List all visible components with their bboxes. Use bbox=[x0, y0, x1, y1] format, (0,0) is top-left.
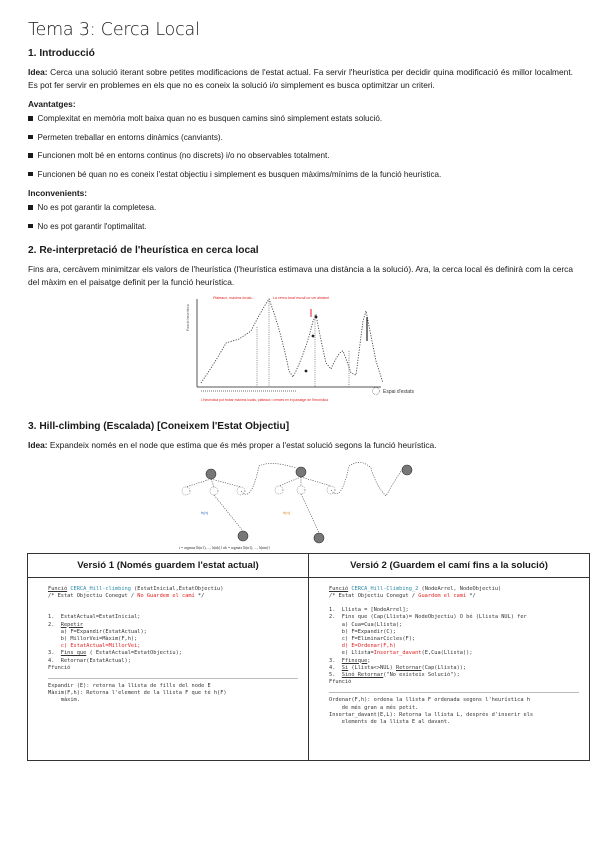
x-axis-label: Espai d'estats bbox=[383, 388, 414, 395]
tree-node-root bbox=[206, 469, 216, 479]
h-label-1: h(n) bbox=[201, 509, 209, 515]
divider bbox=[48, 678, 298, 679]
advantage-item: Funcionen bé quan no es coneix l'estat objectiu i simplement es busquen màxims/mínims de la funció heurística. bbox=[28, 170, 573, 179]
bullet-icon bbox=[28, 135, 33, 140]
document-page bbox=[28, 20, 573, 761]
version-2-header: Versió 2 (Guardem el camí fins a la solució) bbox=[309, 553, 590, 577]
goal-node bbox=[402, 465, 412, 475]
tree-node bbox=[238, 531, 248, 541]
bullet-icon bbox=[28, 116, 33, 121]
bullet-icon bbox=[28, 172, 33, 177]
idea-label: Idea: bbox=[28, 439, 48, 450]
state-space-icon bbox=[373, 387, 380, 394]
advantage-item: Complexitat en memòria molt baixa quan no es busquen camins sinó simplement estats solució. bbox=[28, 114, 573, 123]
child-node bbox=[210, 487, 218, 495]
child-node bbox=[182, 487, 190, 495]
disadvantage-item: No es pot garantir la completesa. bbox=[28, 203, 573, 212]
bullet-icon bbox=[28, 224, 33, 229]
version-1-code-cell bbox=[28, 577, 309, 760]
hill-climbing-tree-figure bbox=[171, 456, 421, 551]
child-node bbox=[275, 486, 283, 494]
idea-label: Idea: bbox=[28, 67, 48, 77]
figure-caption: L'heurística pot trobar màxims locals, plateaux i crestes en el paisatge de l'heurística bbox=[201, 397, 328, 402]
version-1-notes: Expandir (E): retorna la llista de fills del node E Màxim(F,h): Retorna l'element de la llista F que té h(F) màxim. bbox=[48, 682, 227, 704]
search-path bbox=[186, 462, 402, 533]
state-dot bbox=[312, 334, 315, 337]
annotation-right: La cerca local escull un veí aleatori bbox=[273, 295, 329, 300]
child-node bbox=[297, 486, 305, 494]
heuristic-landscape-figure bbox=[171, 291, 421, 413]
bullet-icon bbox=[28, 153, 33, 158]
y-axis-label: Funció heurística bbox=[186, 303, 190, 331]
page-title: Tema 3: Cerca Local bbox=[28, 20, 200, 40]
section-2-text: Fins ara, cercàvem minimitzar els valors de l'heurística (l'heurística estimava una distància a la solució). Ara, la cerca local és definirà com la cerca del màxim en el paisatge definit per la funció heurística. bbox=[28, 263, 573, 287]
version-1-header: Versió 1 (Només guardem l'estat actual) bbox=[28, 553, 309, 577]
versions-comparison-table bbox=[27, 553, 590, 761]
disadvantages-label: Inconvenients: bbox=[28, 188, 88, 198]
tree-node bbox=[296, 467, 306, 477]
section-3-heading: 3. Hill-climbing (Escalada) [Coneixem l'Estat Objectiu] bbox=[28, 420, 290, 432]
version-2-notes: Ordenar(F,h): ordena la llista F ordenada segons l'heurística h de més gran a més petit. Insertar_davant(E,L): Retorna la llista L, després d'inserir els elements de la llista E al davant. bbox=[329, 697, 534, 725]
version-2-code: Funció CERCA_Hill-Climbing_2 (NodeArrel, NodeObjectiu) /* Estat Objectiu Conegut / Guardem el camí */ 1. Llista = [NodeArrel]; 2. Fins que (Cap(Llista)= NodeObjectiu) O bé (Llista NUL) fer a) Cua=Cua(Llista); b) F=Expandir(C); c) F=EliminarCicles(F); d) E=Ordenar(F,h) e) Llista=Insertar_davant(E,Cua(Llista)); 3. Ffinsque; 4. Si (Llista<>NUL) Retornar(Cap(Llista)); 5. Sinó Retornar("No existeix Solució"); Ffunció bbox=[329, 585, 527, 686]
landscape-curve bbox=[201, 299, 383, 383]
section-3-idea: Idea: Expandeix només en el node que estima que és més proper a l'estat solució segons la funció heurística. bbox=[28, 439, 437, 450]
bullet-icon bbox=[28, 205, 33, 210]
version-1-code: Funció CERCA_Hill-climbing (EstatInicial,EstatObjectiu) /* Estat Objectiu Conegut / No Guardem el camí */ 1. EstatActual=EstatInicial; 2. Repetir a) F=Expandir(EstatActual); b) MillorVei=Màxim(F,h); c) EstatActual=MillorVei; 3. Fins que ( EstatActual=EstatObjectiu); 4. Retornar(EstatActual); Ffunció bbox=[48, 585, 224, 671]
h-label-2: h(n) bbox=[283, 509, 291, 515]
formula: i = argmax{h(n1), ..., h(nk)} nk = argmax{h(n1), ..., h(nm)} bbox=[179, 545, 271, 550]
advantage-item: Permeten treballar en entorns dinàmics (canviants). bbox=[28, 133, 573, 142]
state-dot bbox=[305, 369, 308, 372]
tree-node bbox=[314, 533, 324, 543]
section-1-heading: 1. Introducció bbox=[28, 48, 95, 59]
section-1-idea: Idea: Cerca una solució iterant sobre petites modificacions de l'estat actual. Fa servir l'heurística per decidir quina modificació és millor localment. Es pot fer servir en problemes en els que no es coneix la solució i/o simplement es busca optimitzar un criteri. bbox=[28, 67, 573, 90]
section-2-heading: 2. Re-interpretació de l'heurística en cerca local bbox=[28, 244, 259, 256]
divider bbox=[329, 692, 579, 693]
advantages-label: Avantatges: bbox=[28, 99, 76, 109]
disadvantage-item: No es pot garantir l'optimalitat. bbox=[28, 222, 573, 231]
annotation-left: Plateaux, màxims locals... bbox=[213, 295, 255, 300]
state-dot bbox=[315, 315, 318, 318]
version-2-code-cell bbox=[309, 577, 590, 760]
advantage-item: Funcionen molt bé en entorns continus (no discrets) i/o no observables totalment. bbox=[28, 151, 573, 160]
